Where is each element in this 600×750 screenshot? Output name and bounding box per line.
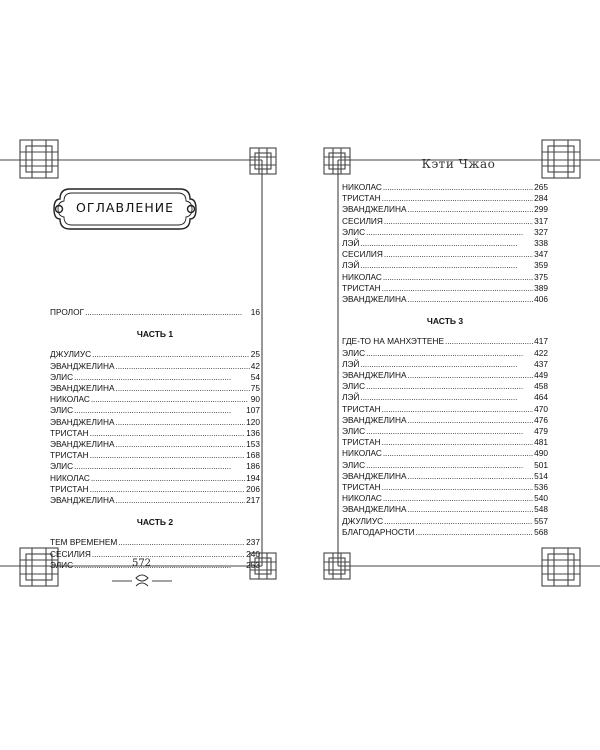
dot-leader (416, 527, 534, 538)
part-1-entries (50, 349, 260, 506)
toc-entry (342, 527, 548, 538)
toc-entry (50, 383, 260, 394)
entry-page: 417 (534, 336, 548, 347)
part-heading: ЧАСТЬ 3 (426, 316, 464, 327)
entry-name: ТРИСТАН (342, 193, 381, 204)
dot-leader (118, 537, 245, 548)
entry-name: ЭВАНДЖЕЛИНА (50, 495, 115, 506)
entry-page: 359 (534, 260, 548, 271)
dot-leader (383, 272, 533, 283)
toc-entry (342, 381, 548, 392)
toc-entry (342, 204, 548, 215)
entry-page: 568 (534, 526, 548, 537)
dot-leader (92, 349, 250, 360)
entry-name: НИКОЛАС (342, 182, 382, 192)
entry-page: 253 (246, 559, 260, 570)
entry-page: 168 (246, 450, 260, 461)
entry-page: 375 (534, 271, 548, 282)
entry-page: 514 (534, 470, 548, 481)
dot-leader (384, 216, 533, 227)
dot-leader (90, 450, 246, 461)
entry-name: ТРИСТАН (50, 427, 89, 438)
dot-leader (382, 482, 534, 493)
dot-leader (408, 415, 534, 426)
entry-name: ЭВАНДЖЕЛИНА (342, 370, 407, 381)
dot-leader (382, 283, 534, 294)
entry-page: 265 (534, 182, 548, 192)
entry-name: ЭВАНДЖЕЛИНА (342, 504, 407, 515)
toc-entry (342, 404, 548, 415)
toc-entry (50, 484, 260, 495)
dot-leader (116, 495, 246, 506)
entry-page: 75 (250, 383, 260, 394)
dot-leader (116, 383, 250, 394)
left-page (0, 130, 283, 600)
dot-leader (408, 204, 534, 215)
entry-name: ТРИСТАН (342, 437, 381, 448)
right-page (317, 130, 600, 600)
toc-entry (342, 482, 548, 493)
entry-name: ЛЭЙ (342, 358, 360, 369)
part-heading: ЧАСТЬ 1 (136, 329, 174, 340)
entry-name: ЭЛИС (50, 559, 74, 570)
entry-name: ЭЛИС (50, 371, 74, 382)
toc-entry (342, 272, 548, 283)
entry-name: ГДЕ-ТО НА МАНХЭТТЕНЕ (342, 336, 444, 347)
continued-entries (342, 182, 548, 305)
entry-name: ЭВАНДЖЕЛИНА (342, 204, 407, 215)
dot-leader (408, 471, 534, 482)
entry-page: 54 (250, 371, 260, 382)
toc-entry (342, 294, 548, 305)
entry-page: 186 (246, 461, 260, 472)
dot-leader (384, 249, 533, 260)
running-header-author: Кэти Чжао (421, 157, 496, 171)
entry-page: 449 (534, 370, 548, 381)
toc-entry (342, 437, 548, 448)
dot-leader (408, 294, 534, 305)
entry-page: 136 (246, 427, 260, 438)
entry-name: СЕСИЛИЯ (342, 215, 383, 226)
entry-name: НИКОЛАС (50, 394, 90, 405)
toc-entry (342, 336, 548, 347)
entry-name: ТРИСТАН (342, 403, 381, 414)
dot-leader (116, 439, 246, 450)
entry-page: 406 (534, 294, 548, 305)
entry-name: НИКОЛАС (342, 448, 382, 459)
dot-leader (445, 336, 533, 347)
entry-name: ЛЭЙ (342, 260, 360, 271)
entry-name: ТРИСТАН (50, 483, 89, 494)
toc-entry (50, 450, 260, 461)
entry-page: 153 (246, 439, 260, 450)
entry-page: 240 (246, 548, 260, 559)
part-heading: ЧАСТЬ 2 (136, 517, 174, 528)
entry-name: НИКОЛАС (50, 472, 90, 483)
toc-entry (342, 392, 548, 403)
toc-entry (342, 348, 548, 359)
toc-right (342, 182, 548, 538)
toc-entry (50, 394, 260, 405)
entry-page: 464 (534, 392, 548, 403)
entry-page: 536 (534, 482, 548, 493)
entry-name: ЭЛИС (342, 226, 366, 237)
entry-name: ЛЭЙ (342, 392, 360, 403)
toc-left (50, 307, 260, 571)
entry-name: ТРИСТАН (50, 450, 89, 461)
entry-name: ЭЛИС (342, 347, 366, 358)
toc-entry (342, 426, 548, 437)
dot-leader (366, 460, 533, 471)
entry-name: ПРОЛОГ (50, 307, 85, 317)
toc-entry (342, 193, 548, 204)
contents-title: ОГЛАВЛЕНИЕ (76, 200, 174, 215)
dot-leader (91, 473, 245, 484)
toc-entry (342, 415, 548, 426)
page-number: 572 (131, 558, 152, 569)
toc-entry (50, 495, 260, 506)
entry-name: ЭВАНДЖЕЛИНА (342, 294, 407, 305)
dot-leader (382, 193, 534, 204)
toc-entry (342, 359, 548, 370)
entry-page: 347 (534, 249, 548, 260)
toc-entry (342, 216, 548, 227)
toc-entry (342, 249, 548, 260)
dot-leader (366, 227, 533, 238)
entry-page: 501 (534, 459, 548, 470)
entry-page: 389 (534, 282, 548, 293)
dot-leader (360, 238, 533, 249)
entry-name: БЛАГОДАРНОСТИ (342, 526, 415, 537)
dot-leader (116, 361, 250, 372)
entry-name: ЭВАНДЖЕЛИНА (50, 439, 115, 450)
dot-leader (116, 417, 246, 428)
dot-leader (384, 516, 533, 527)
entry-page: 42 (250, 360, 260, 371)
part-3-entries (342, 336, 548, 538)
entry-page: 237 (246, 537, 260, 548)
dot-leader (383, 448, 533, 459)
entry-page: 548 (534, 504, 548, 515)
entry-name: ДЖУЛИУС (50, 349, 92, 360)
dot-leader (360, 260, 533, 271)
entry-page: 540 (534, 493, 548, 504)
entry-name: ЭВАНДЖЕЛИНА (342, 470, 407, 481)
toc-entry (342, 227, 548, 238)
entry-name: ЭЛИС (50, 461, 74, 472)
entry-page: 284 (534, 193, 548, 204)
entry-name: СЕСИЛИЯ (50, 548, 91, 559)
entry-page: 479 (534, 426, 548, 437)
entry-name: ЛЭЙ (342, 238, 360, 249)
entry-page: 217 (246, 495, 260, 506)
entry-name: СЕСИЛИЯ (342, 249, 383, 260)
toc-entry (342, 460, 548, 471)
entry-page: 490 (534, 448, 548, 459)
entry-page: 437 (534, 358, 548, 369)
entry-page: 327 (534, 226, 548, 237)
dot-leader (366, 348, 533, 359)
dot-leader (382, 404, 534, 415)
toc-entry (50, 349, 260, 360)
dot-leader (90, 428, 246, 439)
entry-name: НИКОЛАС (342, 271, 382, 282)
toc-entry (342, 493, 548, 504)
toc-entry (342, 260, 548, 271)
entry-page: 299 (534, 204, 548, 215)
entry-name: ЭЛИС (342, 381, 366, 392)
toc-entry (342, 471, 548, 482)
entry-name: ЭВАНДЖЕЛИНА (50, 360, 115, 371)
toc-entry (50, 307, 260, 318)
entry-name: ЭЛИС (342, 426, 366, 437)
dot-leader (408, 504, 534, 515)
dot-leader (408, 370, 534, 381)
dot-leader (85, 307, 250, 318)
toc-entry (50, 461, 260, 472)
toc-entry (50, 473, 260, 484)
entry-page: 338 (534, 238, 548, 249)
toc-entry (342, 370, 548, 381)
entry-page: 317 (534, 215, 548, 226)
entry-page: 557 (534, 515, 548, 526)
dot-leader (90, 484, 246, 495)
dot-leader (382, 437, 534, 448)
toc-entry (50, 372, 260, 383)
entry-name: ТРИСТАН (342, 482, 381, 493)
entry-name: ЭВАНДЖЕЛИНА (50, 383, 115, 394)
toc-entry (342, 448, 548, 459)
entry-page: 422 (534, 347, 548, 358)
entry-page: 470 (534, 403, 548, 414)
toc-entry (342, 283, 548, 294)
dot-leader (383, 493, 533, 504)
dot-leader (383, 182, 533, 193)
entry-name: НИКОЛАС (342, 493, 382, 504)
entry-page: 107 (246, 405, 260, 416)
toc-entry (50, 417, 260, 428)
entry-name: ТЕМ ВРЕМЕНЕМ (50, 537, 118, 548)
dot-leader (91, 394, 250, 405)
toc-entry (342, 238, 548, 249)
dot-leader (366, 381, 533, 392)
entry-page: 458 (534, 381, 548, 392)
dot-leader (74, 405, 245, 416)
dot-leader (360, 359, 533, 370)
dot-leader (360, 392, 533, 403)
entry-page: 90 (250, 394, 260, 405)
entry-page: 25 (250, 349, 260, 360)
entry-page: 194 (246, 472, 260, 483)
entry-page: 476 (534, 414, 548, 425)
toc-entry (342, 504, 548, 515)
entry-name: ЭЛИС (342, 459, 366, 470)
entry-name: ЭВАНДЖЕЛИНА (50, 416, 115, 427)
dot-leader (366, 426, 533, 437)
toc-entry (50, 428, 260, 439)
toc-entry (342, 516, 548, 527)
entry-page: 206 (246, 483, 260, 494)
toc-entry (342, 182, 548, 193)
dot-leader (74, 461, 245, 472)
entry-name: ЭЛИС (50, 405, 74, 416)
toc-entry (50, 405, 260, 416)
dot-leader (74, 372, 250, 383)
toc-entry (50, 361, 260, 372)
entry-name: ТРИСТАН (342, 282, 381, 293)
toc-entry (50, 439, 260, 450)
entry-page: 16 (250, 307, 260, 317)
entry-name: ЭВАНДЖЕЛИНА (342, 414, 407, 425)
toc-entry (50, 537, 260, 548)
entry-page: 481 (534, 437, 548, 448)
entry-page: 120 (246, 416, 260, 427)
entry-name: ДЖУЛИУС (342, 515, 384, 526)
